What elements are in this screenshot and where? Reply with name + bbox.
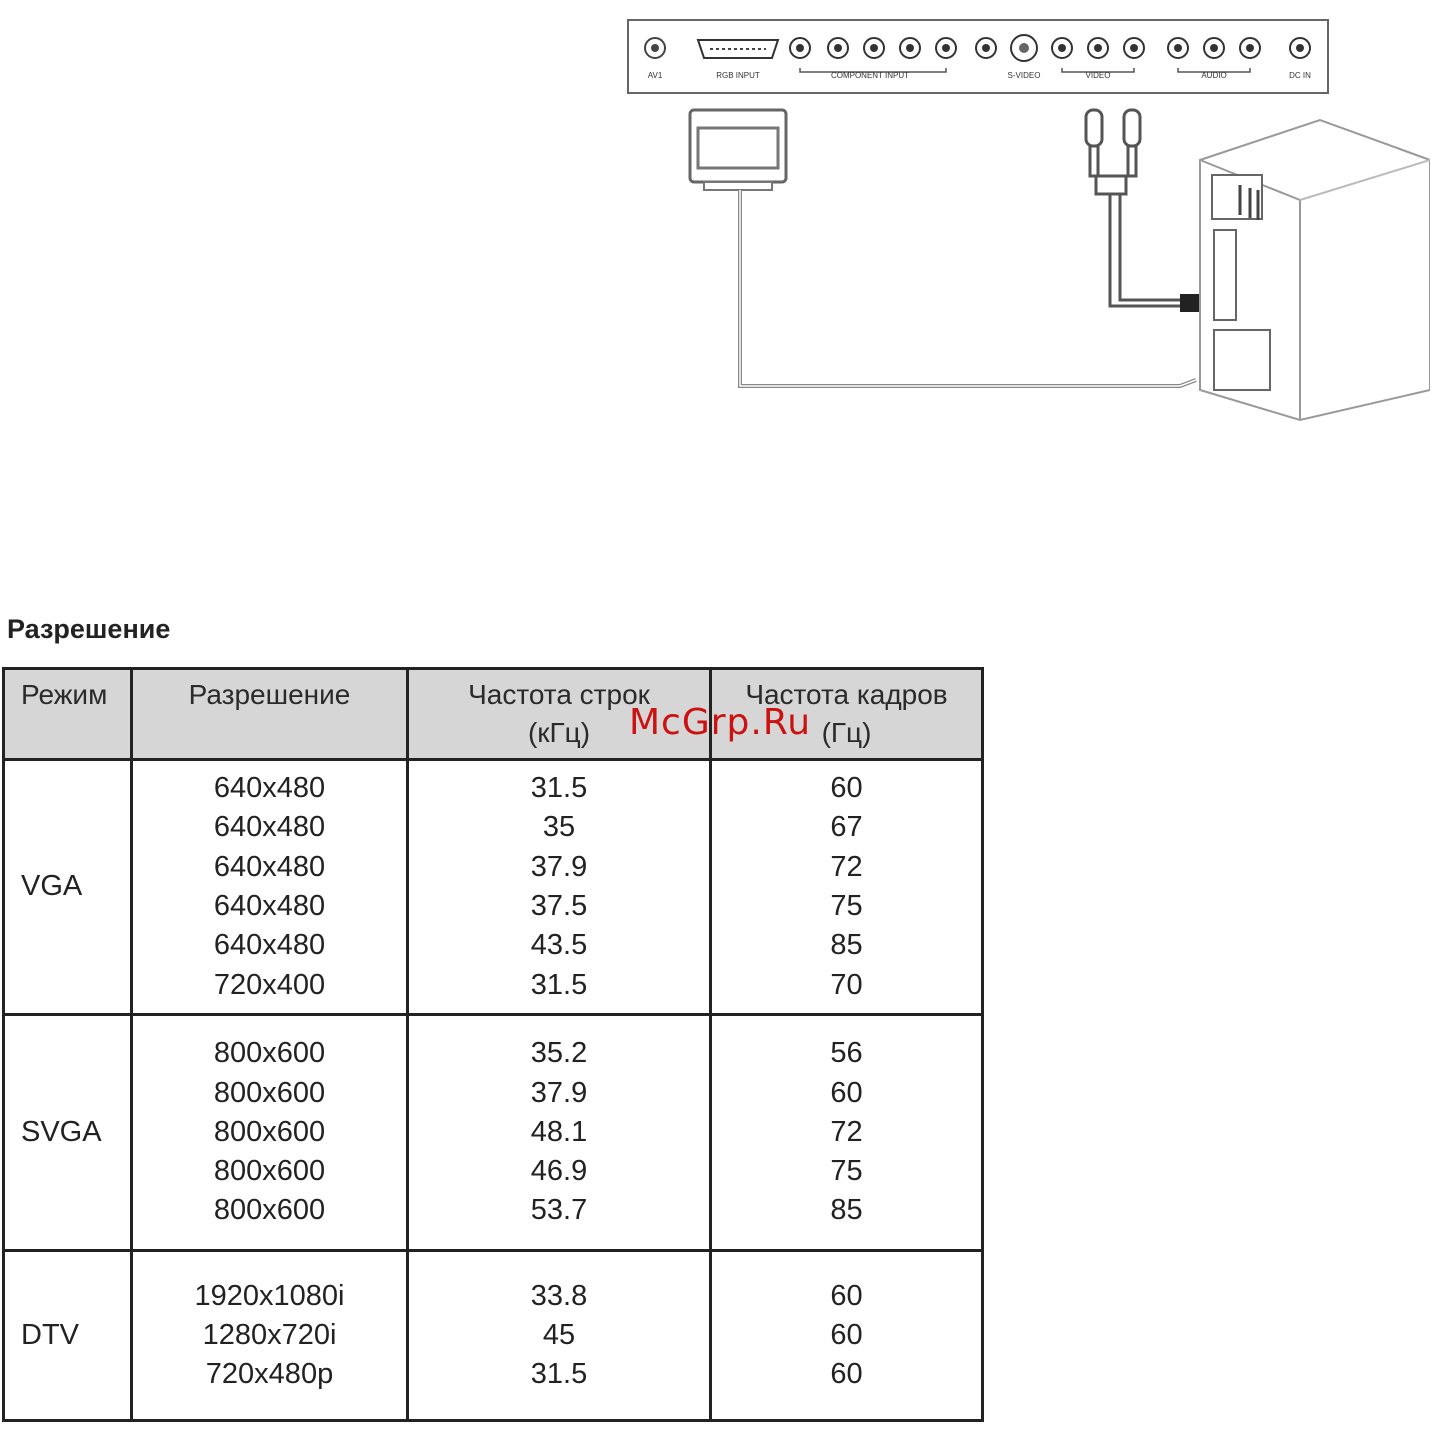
h-freq-value: 37.5 xyxy=(530,890,588,922)
h-freq-value: 33.8 xyxy=(530,1279,588,1312)
h-freq-value: 35 xyxy=(542,811,576,844)
v-freq-value: 60 xyxy=(830,1279,863,1312)
resolution-value: 800x600 xyxy=(213,1037,326,1070)
resolution-value: 720x400 xyxy=(213,968,326,1001)
resolution-value: 640x480 xyxy=(213,850,326,883)
h-freq-value: 43.5 xyxy=(530,929,588,962)
resolution-value: 640x480 xyxy=(213,890,326,922)
h-freq-value: 31.5 xyxy=(530,772,588,805)
table-row xyxy=(4,1015,983,1251)
table-row xyxy=(4,1251,983,1421)
rca-plugs-illustration xyxy=(1086,110,1140,194)
resolution-value: 800x600 xyxy=(213,1076,326,1109)
resolution-value: 640x480 xyxy=(213,811,326,844)
panel-label-svideo: S-VIDEO xyxy=(1007,71,1041,80)
h-freq-value: 46.9 xyxy=(530,1155,588,1188)
vga-plug-illustration xyxy=(690,110,786,190)
h-freq-value: 31.5 xyxy=(530,968,588,1001)
connection-diagram xyxy=(600,10,1430,440)
resolution-value: 800x600 xyxy=(213,1155,326,1188)
table-row xyxy=(4,760,983,1015)
resolution-value: 800x600 xyxy=(213,1194,326,1227)
v-freq-value: 67 xyxy=(830,811,863,844)
h-freq-value: 31.5 xyxy=(530,1358,588,1391)
mode-cell: SVGA xyxy=(4,1015,132,1251)
section-title: Разрешение xyxy=(7,614,171,644)
v-freq-cell xyxy=(711,760,983,1015)
v-freq-value: 60 xyxy=(830,1358,863,1391)
h-freq-value: 45 xyxy=(542,1318,576,1351)
panel-label-video: VIDEO xyxy=(1085,71,1111,80)
pc-tower-icon xyxy=(1200,120,1430,420)
panel-label-component: COMPONENT INPUT xyxy=(830,71,910,80)
v-freq-value: 85 xyxy=(830,929,863,962)
v-freq-cell xyxy=(711,1251,983,1421)
v-freq-value: 75 xyxy=(830,1155,863,1188)
v-freq-value: 60 xyxy=(830,1076,863,1109)
v-freq-value: 60 xyxy=(830,772,863,805)
panel-label-dc-in: DC IN xyxy=(1289,71,1311,80)
h-freq-value: 37.9 xyxy=(530,850,588,883)
resolution-value: 800x600 xyxy=(213,1115,326,1148)
panel-label-audio: AUDIO xyxy=(1201,71,1227,80)
v-freq-value: 72 xyxy=(830,850,863,883)
h-freq-value: 53.7 xyxy=(530,1194,588,1227)
resolution-cell xyxy=(132,1015,408,1251)
resolution-value: 1280x720i xyxy=(202,1318,337,1351)
col-header-h-freq: Частота строк (кГц) xyxy=(408,669,711,760)
v-freq-value: 70 xyxy=(830,968,863,1001)
col-header-resolution: Разрешение xyxy=(132,669,408,760)
mode-cell: DTV xyxy=(4,1251,132,1421)
table-body xyxy=(4,760,983,1421)
h-freq-cell xyxy=(408,760,711,1015)
h-freq-cell xyxy=(408,1015,711,1251)
h-freq-cell xyxy=(408,1251,711,1421)
h-freq-value: 35.2 xyxy=(530,1037,588,1070)
col-header-v-freq: Частота кадров (Гц) xyxy=(711,669,983,760)
resolution-cell xyxy=(132,760,408,1015)
v-freq-value: 60 xyxy=(830,1318,863,1351)
resolution-value: 640x480 xyxy=(213,772,326,805)
resolution-value: 1920x1080i xyxy=(194,1279,345,1312)
h-freq-value: 48.1 xyxy=(530,1115,588,1148)
resolution-value: 720x480p xyxy=(205,1358,334,1391)
resolution-table xyxy=(2,667,984,1422)
watermark: McGrp.Ru xyxy=(629,702,812,743)
v-freq-value: 85 xyxy=(830,1194,863,1227)
v-freq-cell xyxy=(711,1015,983,1251)
v-freq-value: 75 xyxy=(830,890,863,922)
col-header-mode: Режим xyxy=(4,669,132,760)
h-freq-value: 37.9 xyxy=(530,1076,588,1109)
v-freq-value: 56 xyxy=(830,1037,863,1070)
resolution-cell xyxy=(132,1251,408,1421)
panel-label-av1: AV1 xyxy=(647,71,663,80)
panel-label-rgb: RGB INPUT xyxy=(716,71,760,80)
mode-cell: VGA xyxy=(4,760,132,1015)
resolution-value: 640x480 xyxy=(213,929,326,962)
table-header-row xyxy=(4,669,983,760)
v-freq-value: 72 xyxy=(830,1115,863,1148)
